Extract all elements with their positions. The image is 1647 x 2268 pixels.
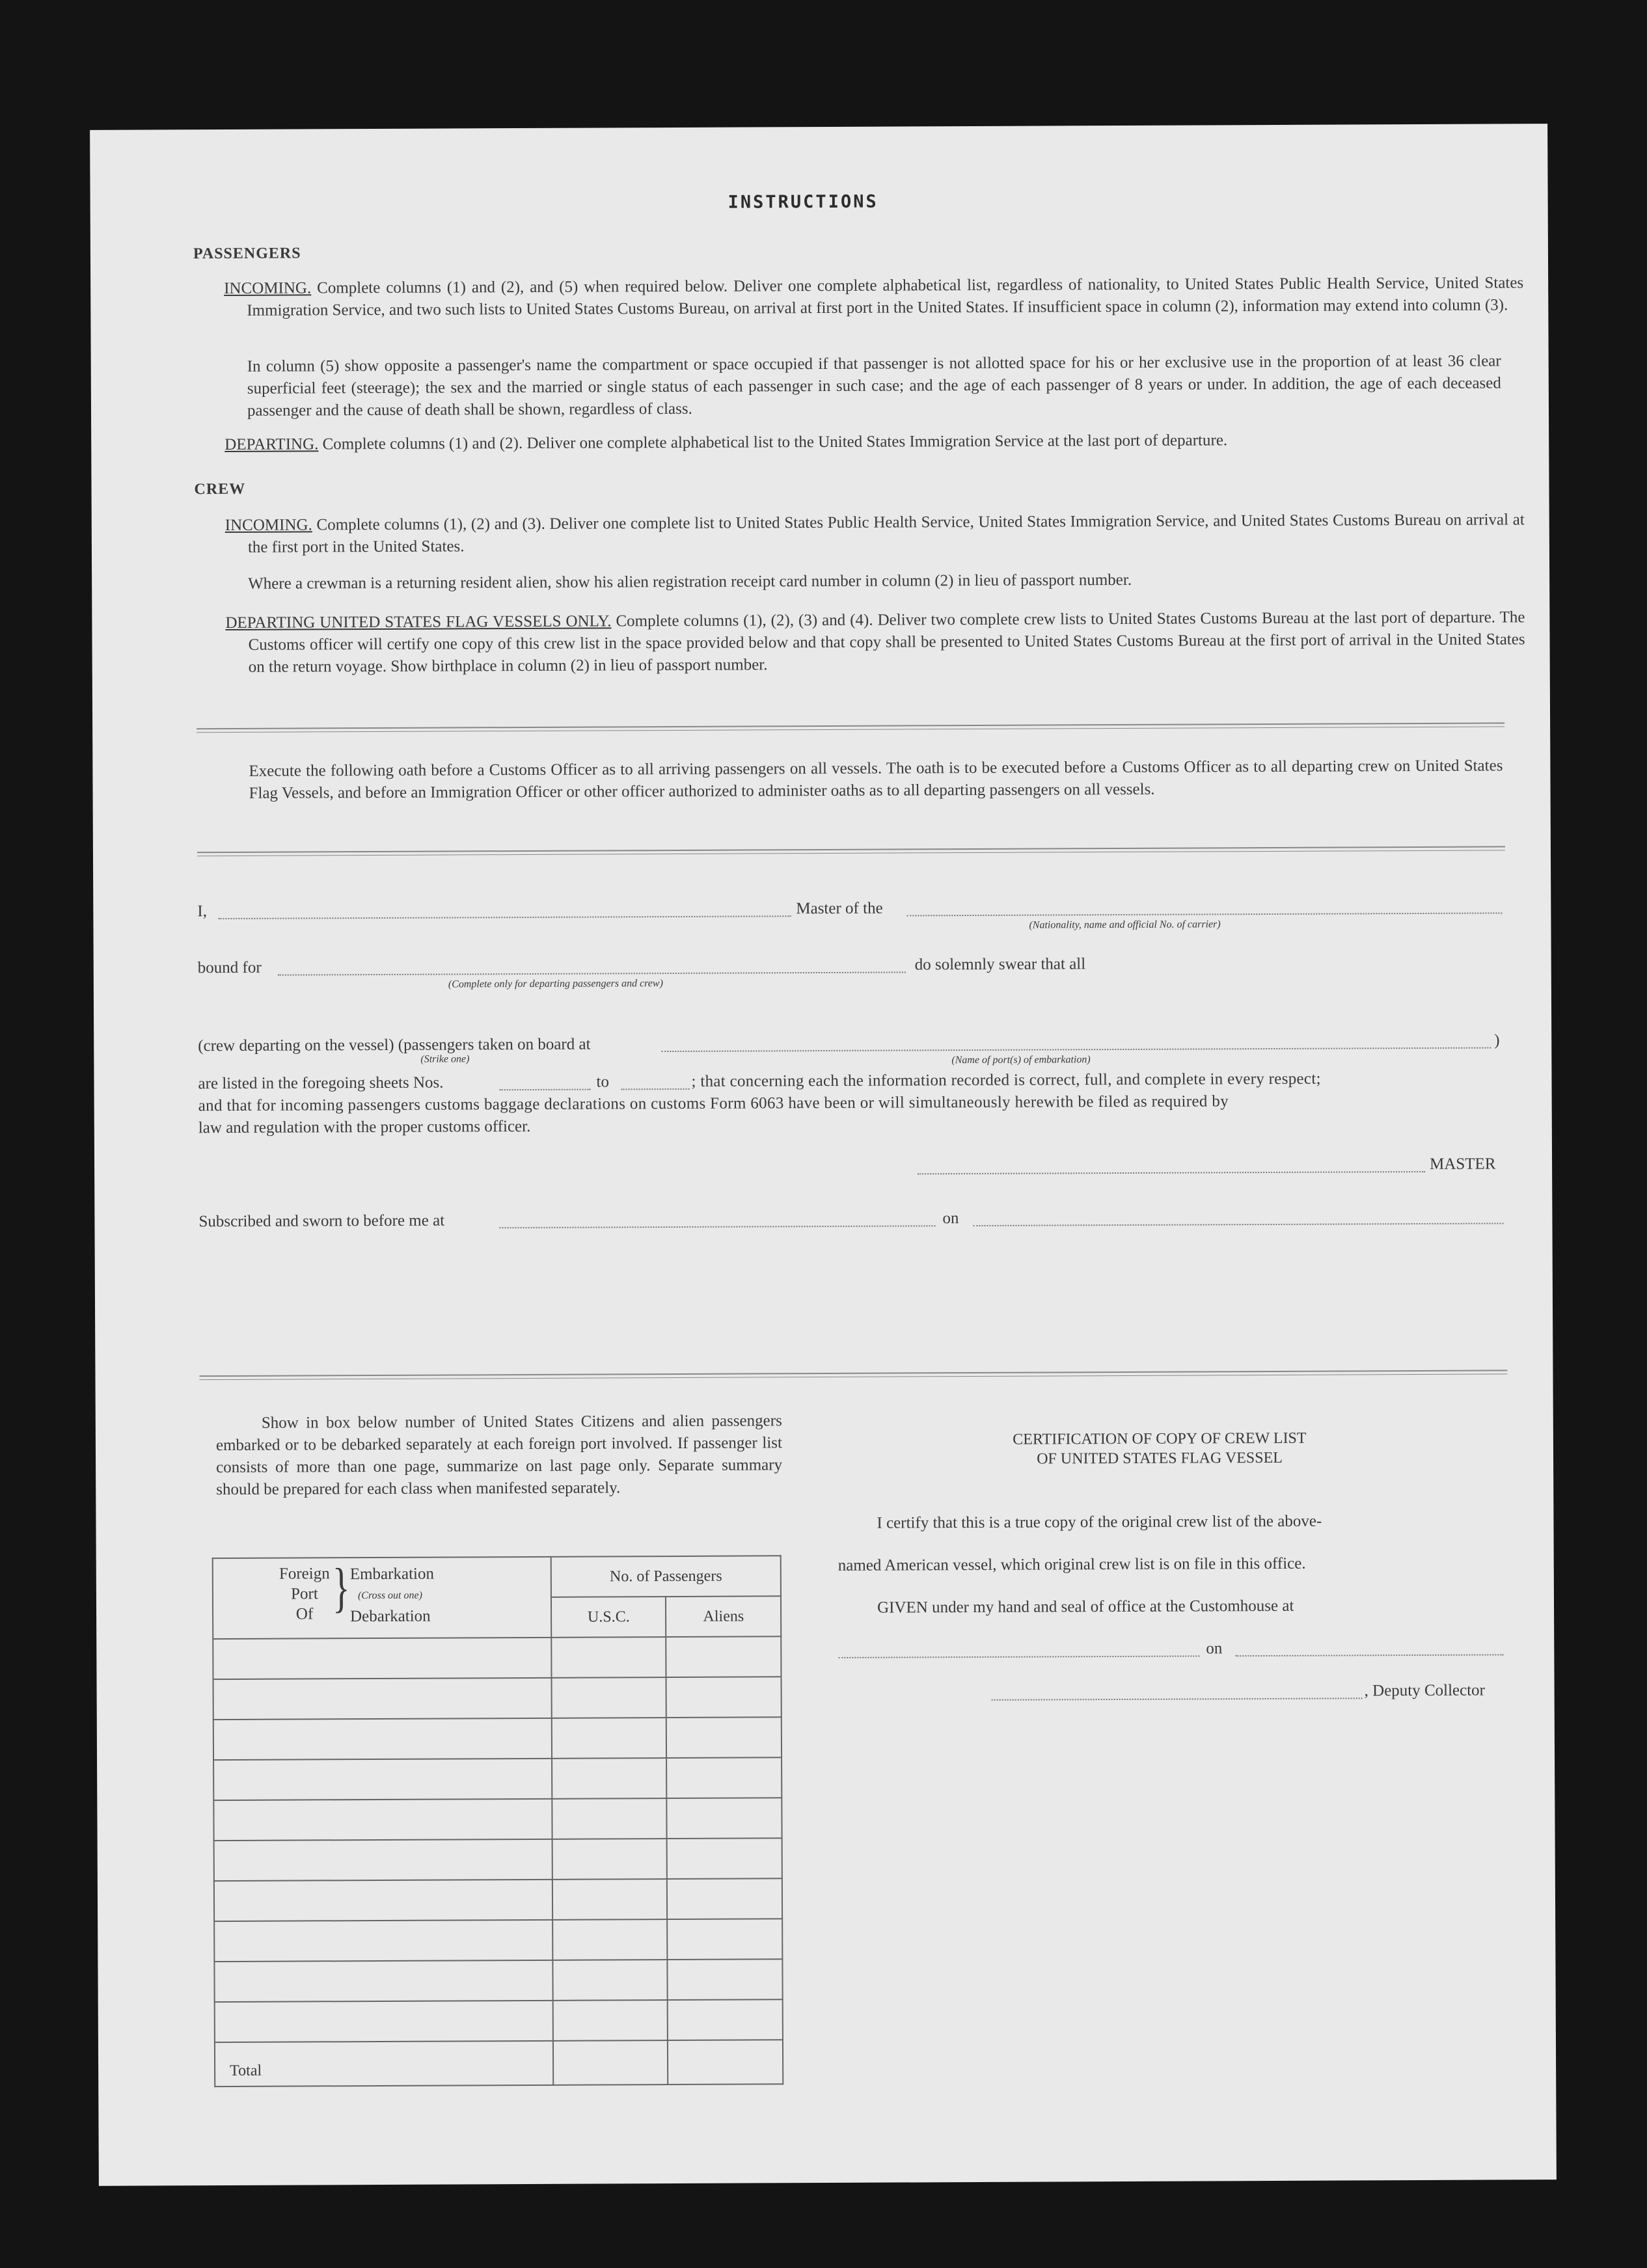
divider-rule: [197, 722, 1504, 733]
aliens-cell[interactable]: [668, 1999, 783, 2040]
passengers-departing-text: Complete columns (1) and (2). Deliver one complete alphabetical list to the United States Immigration Service at the last port of departure.: [322, 431, 1228, 453]
customhouse-field[interactable]: [838, 1655, 1199, 1658]
passengers-departing-label: DEPARTING.: [225, 435, 319, 454]
passengers-incoming-label: INCOMING.: [224, 279, 312, 298]
sheet-to-field[interactable]: [621, 1088, 690, 1090]
aliens-cell[interactable]: [666, 1636, 782, 1677]
certification-title-2: OF UNITED STATES FLAG VESSEL: [1037, 1449, 1283, 1468]
aliens-cell[interactable]: [666, 1677, 782, 1718]
port-cell[interactable]: [213, 1799, 552, 1841]
usc-cell[interactable]: [552, 1960, 668, 2001]
sheet-from-field[interactable]: [500, 1089, 591, 1091]
usc-cell[interactable]: [552, 1839, 668, 1880]
deputy-collector-signature-field[interactable]: [992, 1697, 1363, 1700]
crew-resident-paragraph: Where a crewman is a returning resident alien, show his alien registration receipt card number in column (2) in lieu of passport number.: [248, 571, 1132, 593]
aliens-cell[interactable]: [667, 1757, 782, 1798]
total-label: Total: [215, 2041, 553, 2086]
master-of-label: Master of the: [796, 899, 883, 918]
aliens-cell[interactable]: [667, 1878, 782, 1919]
passengers-departing-paragraph: [225, 428, 1501, 456]
crew-heading: CREW: [194, 480, 246, 498]
listed-text-c: and that for incoming passengers customs baggage declarations on customs Form 6063 have been or will simultaneously herewith be filed as required by: [198, 1092, 1229, 1115]
cross-out-note: (Cross out one): [357, 1589, 422, 1602]
bound-for-label: bound for: [197, 958, 262, 977]
port-label: Port: [291, 1585, 318, 1603]
usc-cell[interactable]: [552, 1718, 667, 1759]
debarkation-label: Debarkation: [350, 1607, 431, 1626]
crew-departing-label: DEPARTING UNITED STATES FLAG VESSELS ONLY.: [225, 612, 612, 632]
bound-for-note: (Complete only for departing passengers and crew): [448, 978, 663, 990]
table-row: [214, 1959, 782, 2002]
listed-text-b: ; that concerning each the information recorded is correct, full, and complete in every respect;: [691, 1070, 1321, 1090]
form-page: [90, 124, 1557, 2186]
table-row: [213, 1717, 782, 1760]
crew-departing-text: Complete columns (1), (2), (3) and (4). Deliver two complete crew lists to United States Customs Bureau at the last port of departure. The Customs officer will certify one copy of this crew list in the space provided below and that copy shall be presented to United States Customs Bureau at the first port of arrival in the United States on the return voyage. Show birthplace in column (2) in lieu of passport number.: [248, 608, 1525, 676]
total-usc-cell[interactable]: [553, 2040, 668, 2085]
port-cell[interactable]: [214, 1960, 552, 2002]
certification-title-1: CERTIFICATION OF COPY OF CREW LIST: [1013, 1429, 1307, 1448]
port-cell[interactable]: [213, 1759, 552, 1800]
passengers-heading: PASSENGERS: [193, 245, 301, 263]
aliens-header: Aliens: [666, 1596, 781, 1637]
total-row: [215, 2040, 783, 2086]
aliens-cell[interactable]: [667, 1838, 782, 1879]
port-header-labels: [279, 1563, 331, 1624]
listed-text-a: are listed in the foregoing sheets Nos.: [198, 1073, 444, 1093]
table-row: [215, 1999, 783, 2042]
table-row: [214, 1878, 782, 1921]
table-row: [214, 1919, 782, 1962]
bound-for-field[interactable]: [278, 971, 906, 975]
divider-rule: [199, 1370, 1507, 1380]
brace-glyph: }: [332, 1558, 350, 1619]
aliens-cell[interactable]: [666, 1717, 782, 1758]
strike-one-note: (Strike one): [420, 1053, 470, 1065]
embark-labels: [350, 1563, 435, 1628]
subscribed-label: Subscribed and sworn to before me at: [198, 1211, 445, 1231]
certify-line-3: GIVEN under my hand and seal of office at the Customhouse at: [877, 1597, 1294, 1617]
crew-incoming-paragraph: [225, 509, 1525, 559]
passengers-incoming-text: Complete columns (1) and (2), and (5) when required below. Deliver one complete alphabetical list, regardless of nationality, to United States Public Health Service, United States Immigration Service, and two such lists to United States Customs Bureau, on arrival at first port in the United States. If insufficient space in column (2), information may extend into column (3).: [247, 274, 1524, 319]
usc-cell[interactable]: [552, 1919, 668, 1960]
aliens-cell[interactable]: [668, 1959, 783, 2000]
crew-incoming-label: INCOMING.: [225, 516, 312, 535]
table-row: [213, 1798, 782, 1841]
port-cell[interactable]: [214, 1880, 552, 1921]
table-row: [213, 1636, 781, 1679]
ports-embarkation-note: (Name of port(s) of embarkation): [951, 1054, 1091, 1066]
table-row: [213, 1757, 782, 1800]
master-label: MASTER: [1430, 1155, 1496, 1173]
certify-date-field[interactable]: [1235, 1654, 1503, 1656]
oath-intro: Execute the following oath before a Customs Officer as to all arriving passengers on all vessels. The oath is to be executed before a Customs Officer as to all departing crew on United States Flag Vessels, and before an Immigration Officer or other officer authorized to administer oaths as to all departing passengers on all vessels.: [249, 757, 1503, 802]
divider-rule: [197, 846, 1505, 856]
crew-departing-text: (crew departing on the vessel) (passengers taken on board at: [198, 1035, 591, 1055]
sworn-on-label: on: [942, 1209, 959, 1228]
page-title: INSTRUCTIONS: [728, 191, 878, 213]
certify-line-2: named American vessel, which original crew list is on file in this office.: [837, 1554, 1306, 1574]
certify-on-label: on: [1206, 1640, 1223, 1658]
table-row: [214, 1838, 782, 1881]
summary-instructions: Show in box below number of United States Citizens and alien passengers embarked or to be debarked separately at each foreign port involved. If passenger list consists of more than one page, summarize on last page only. Separate summary should be prepared for each class when manifested separately.: [215, 1412, 783, 1499]
port-header-cell: [213, 1557, 552, 1639]
deputy-collector-label: , Deputy Collector: [1364, 1681, 1486, 1700]
ports-embarkation-field[interactable]: [661, 1047, 1491, 1053]
swear-text: do solemnly swear that all: [914, 955, 1086, 974]
listed-to: to: [596, 1073, 610, 1091]
master-name-field[interactable]: [218, 915, 791, 919]
usc-cell[interactable]: [552, 1879, 668, 1920]
foreign-label: Foreign: [279, 1565, 330, 1583]
passengers-column5-paragraph: In column (5) show opposite a passenger's name the compartment or space occupied if that passenger is not allotted space for his or her exclusive use in the proportion of at least 36 clear superficial feet (steerage); the sex and the married or single status of each passenger in such case; and the age of each passenger of 8 years or under. In addition, the age of each deceased passenger and the cause of death shall be shown, regardless of class.: [247, 352, 1501, 420]
master-signature-field[interactable]: [918, 1171, 1425, 1174]
oath-i-label: I,: [197, 902, 207, 921]
port-cell[interactable]: [213, 1678, 552, 1720]
crew-incoming-text: Complete columns (1), (2) and (3). Deliver one complete list to United States Public Health Service, United States Immigration Service, and United States Customs Bureau on arrival at the first port in the United States.: [247, 511, 1525, 556]
listed-text-d: law and regulation with the proper customs officer.: [198, 1117, 531, 1137]
passengers-incoming-paragraph: [224, 272, 1523, 322]
usc-cell[interactable]: [552, 1798, 667, 1839]
of-label: Of: [295, 1605, 314, 1623]
carrier-field-note: (Nationality, name and official No. of carrier): [1029, 919, 1221, 931]
aliens-cell[interactable]: [668, 1919, 783, 1960]
total-aliens-cell[interactable]: [668, 2040, 783, 2085]
embarkation-label: Embarkation: [349, 1565, 435, 1584]
table-row: [213, 1677, 782, 1720]
no-passengers-header: No. of Passengers: [551, 1556, 781, 1597]
port-cell[interactable]: [215, 2001, 553, 2042]
port-cell[interactable]: [214, 1839, 552, 1881]
carrier-field[interactable]: [906, 912, 1502, 916]
close-paren: ): [1494, 1031, 1500, 1049]
usc-cell[interactable]: [551, 1637, 666, 1678]
crew-departing-paragraph: [225, 606, 1525, 679]
certify-line-1: I certify that this is a true copy of the original crew list of the above-: [877, 1512, 1322, 1532]
passenger-summary-table: [212, 1555, 784, 2087]
aliens-cell[interactable]: [667, 1798, 782, 1839]
port-cell[interactable]: [213, 1718, 552, 1760]
port-cell[interactable]: [214, 1920, 552, 1962]
port-cell[interactable]: [213, 1638, 551, 1679]
usc-cell[interactable]: [553, 2000, 668, 2041]
usc-header: U.S.C.: [551, 1597, 666, 1638]
usc-cell[interactable]: [552, 1758, 667, 1799]
sworn-place-field[interactable]: [499, 1225, 935, 1228]
usc-cell[interactable]: [551, 1677, 666, 1718]
sworn-date-field[interactable]: [973, 1222, 1503, 1226]
